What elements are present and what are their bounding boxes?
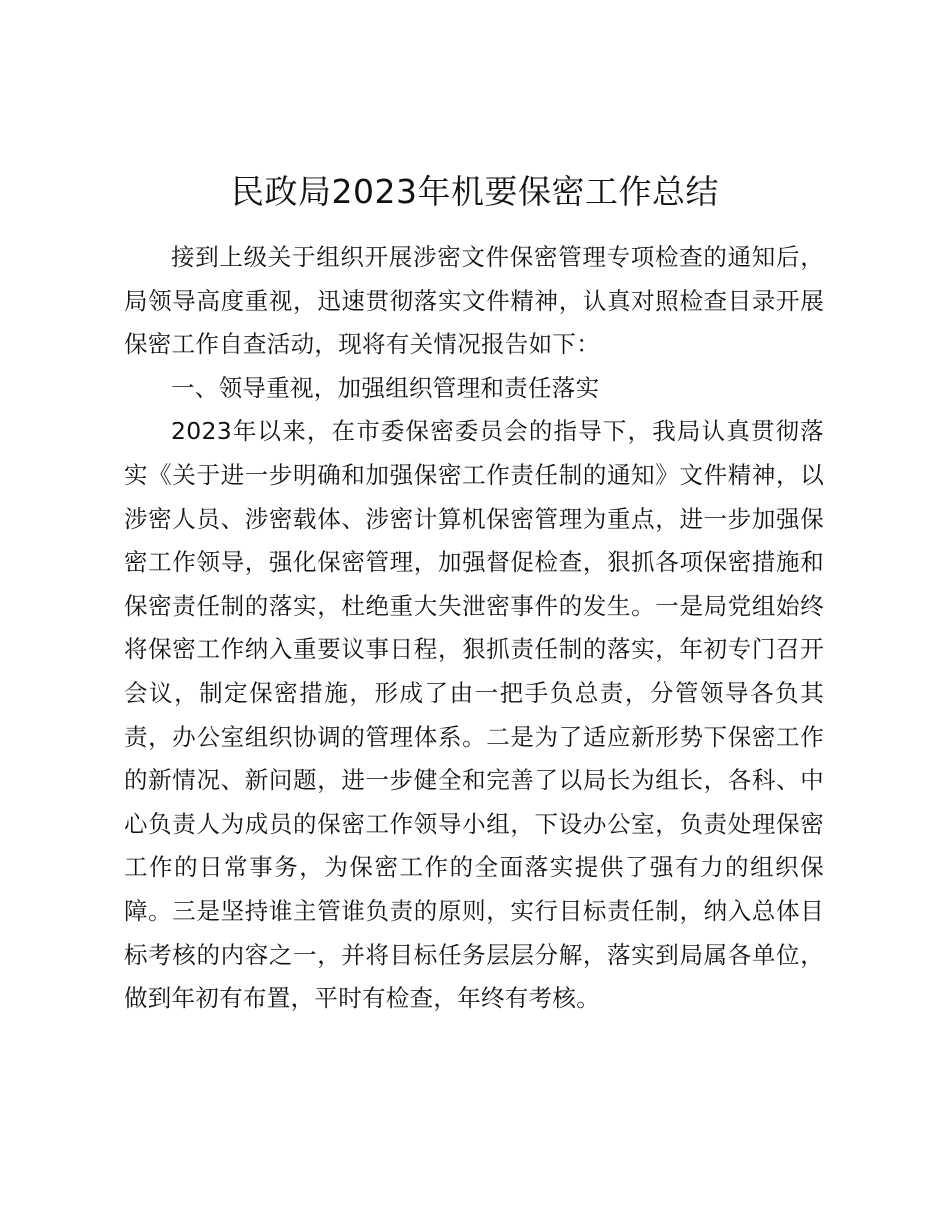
section-paragraph: 2023年以来，在市委保密委员会的指导下，我局认真贯彻落实《关于进一步明确和加强保密工作责任制的通知》文件精神，以涉密人员、涉密载体、涉密计算机保密管理为重点，进一步加强保密工作领导，强化保密管理，加强督促检查，狠抓各项保密措施和保密责任制的落实，杜绝重大失泄密事件的发生。一是局党组始终将保密工作纳入重要议事日程，狠抓责任制的落实，年初专门召开会议，制定保密措施，形成了由一把手负总责，分管领导各负其责，办公室组织协调的管理体系。二是为了适应新形势下保密工作的新情况、新问题，进一步健全和完善了以局长为组长，各科、中心负责人为成员的保密工作领导小组，下设办公室，负责处理保密工作的日常事务，为保密工作的全面落实提供了强有力的组织保障。三是坚持谁主管谁负责的原则，实行目标责任制，纳入总体目标考核的内容之一，并将目标任务层层分解，落实到局属各单位，做到年初有布置，平时有检查，年终有考核。 xyxy=(124,417,824,1013)
intro-paragraph: 接到上级关于组织开展涉密文件保密管理专项检查的通知后，局领导高度重视，迅速贯彻落实文件精神，认真对照检查目录开展保密工作自查活动，现将有关情况报告如下： xyxy=(124,243,824,359)
document-body xyxy=(124,236,824,1021)
section-heading: 一、领导重视，加强组织管理和责任落实 xyxy=(171,373,600,402)
document-title: 民政局2023年机要保密工作总结 xyxy=(231,172,719,211)
